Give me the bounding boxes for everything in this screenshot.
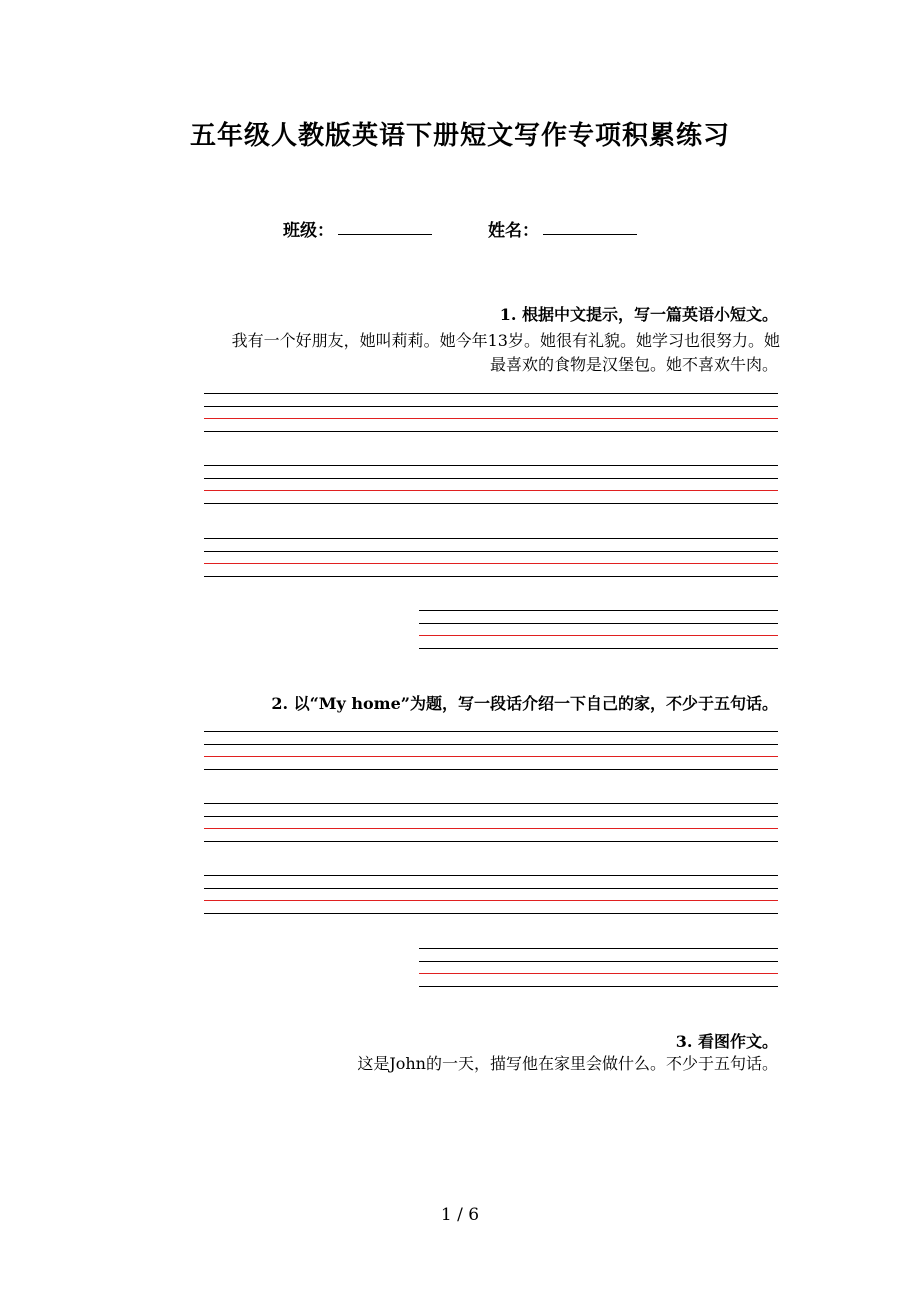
writing-line <box>204 888 778 889</box>
writing-line <box>419 948 778 949</box>
writing-line-red <box>204 756 778 757</box>
class-label: 班级： <box>283 221 334 241</box>
writing-line <box>204 551 778 552</box>
writing-lines[interactable] <box>204 803 778 843</box>
writing-line-red <box>204 418 778 419</box>
writing-line <box>419 623 778 624</box>
writing-line <box>204 431 778 432</box>
writing-line-red <box>204 490 778 491</box>
q1-prompt-line1: 我有一个好朋友，她叫莉莉。她今年13岁。她很有礼貌。她学习也很努力。她 <box>231 331 780 350</box>
writing-line-red <box>204 900 778 901</box>
writing-line <box>204 816 778 817</box>
writing-line <box>204 803 778 804</box>
writing-line-red <box>419 973 778 974</box>
writing-line <box>204 406 778 407</box>
writing-line <box>204 769 778 770</box>
page-number: 1 / 6 <box>440 1205 480 1225</box>
writing-line-red <box>204 563 778 564</box>
writing-lines[interactable] <box>204 465 778 505</box>
writing-line <box>204 913 778 914</box>
q2-title: 2. 以“My home”为题，写一段话介绍一下自己的家，不少于五句话。 <box>271 694 778 713</box>
writing-lines[interactable] <box>204 393 778 433</box>
writing-line <box>419 610 778 611</box>
writing-lines[interactable] <box>419 610 778 650</box>
writing-line <box>204 478 778 479</box>
writing-line-red <box>419 635 778 636</box>
writing-lines[interactable] <box>204 875 778 915</box>
writing-line <box>419 648 778 649</box>
writing-line <box>419 961 778 962</box>
q3-title: 3. 看图作文。 <box>675 1032 778 1051</box>
name-label: 姓名： <box>488 221 539 241</box>
writing-line <box>204 744 778 745</box>
writing-line <box>204 538 778 539</box>
q3-prompt: 这是John的一天，描写他在家里会做什么。不少于五句话。 <box>357 1054 778 1073</box>
writing-line <box>204 841 778 842</box>
q1-title: 1. 根据中文提示，写一篇英语小短文。 <box>499 305 778 324</box>
writing-line <box>204 393 778 394</box>
writing-line <box>204 875 778 876</box>
name-blank[interactable] <box>543 234 637 235</box>
page-title: 五年级人教版英语下册短文写作专项积累练习 <box>189 121 730 151</box>
writing-line <box>204 465 778 466</box>
q1-prompt-line2: 最喜欢的食物是汉堡包。她不喜欢牛肉。 <box>489 355 778 374</box>
writing-line <box>204 731 778 732</box>
writing-line <box>204 503 778 504</box>
writing-lines[interactable] <box>204 538 778 578</box>
writing-lines[interactable] <box>419 948 778 988</box>
writing-line-red <box>204 828 778 829</box>
class-blank[interactable] <box>338 234 432 235</box>
writing-line <box>419 986 778 987</box>
writing-lines[interactable] <box>204 731 778 771</box>
writing-line <box>204 576 778 577</box>
